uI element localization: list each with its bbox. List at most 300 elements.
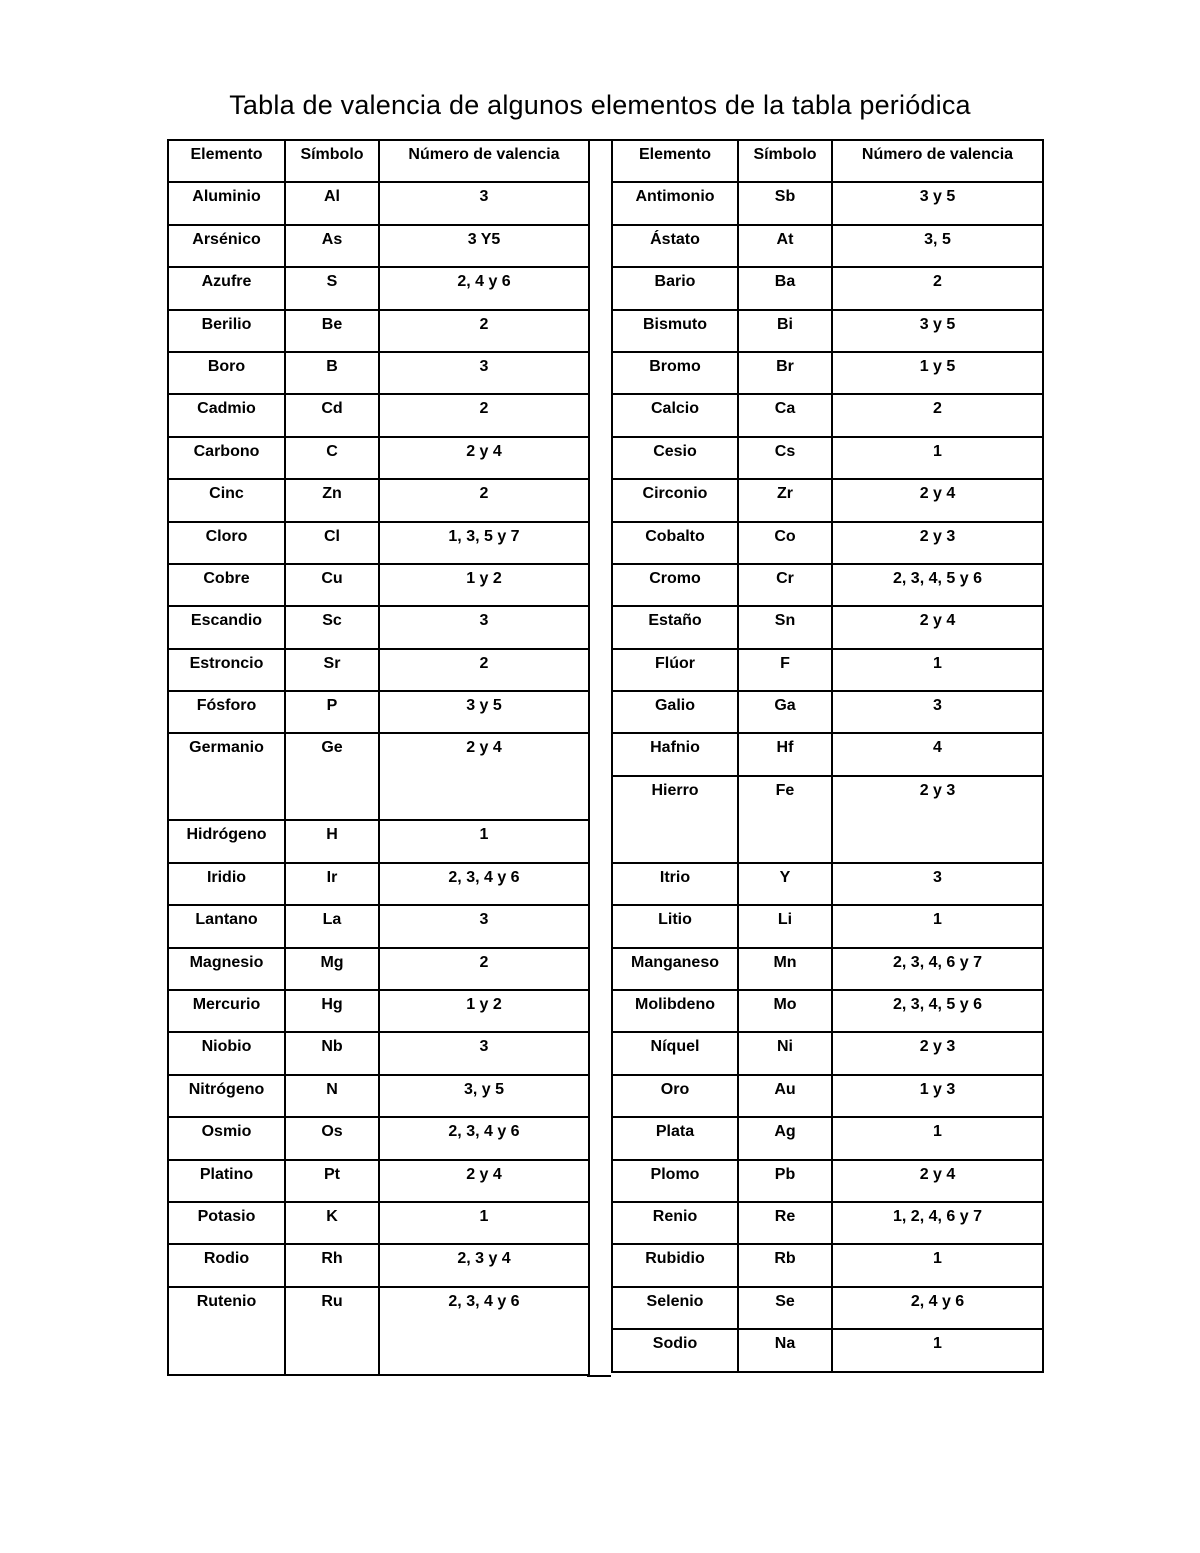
element-cell-text: Bromo [649, 357, 701, 375]
valence-cell-text: 2 y 4 [919, 485, 956, 503]
element-cell-text: Calcio [650, 400, 699, 418]
header-symbol-label: Símbolo [753, 146, 817, 163]
table-cell [285, 394, 379, 436]
table-row [612, 1329, 1043, 1371]
table-cell [832, 606, 1043, 648]
table-cell [285, 1202, 379, 1244]
table-cell [612, 394, 738, 436]
table-cell [612, 564, 738, 606]
element-cell-text: Plata [655, 1123, 695, 1141]
element-cell-text: Cobalto [645, 527, 705, 545]
table-cell [738, 267, 832, 309]
header-row [168, 140, 589, 182]
table-cell [612, 267, 738, 309]
symbol-cell-text: Bi [777, 315, 793, 333]
table-cell [168, 1032, 285, 1074]
symbol-cell-text: La [322, 911, 342, 929]
table-row [612, 905, 1043, 947]
element-cell-text: Lantano [195, 911, 258, 929]
symbol-cell-text: C [326, 442, 338, 460]
table-cell [612, 776, 738, 863]
table-cell [379, 564, 589, 606]
symbol-cell-text: Sn [774, 612, 796, 630]
symbol-cell-text: B [326, 357, 338, 375]
table-row [168, 1244, 589, 1286]
table-row [168, 691, 589, 733]
element-cell-text: Itrio [659, 868, 691, 886]
symbol-cell-text: Rh [321, 1250, 343, 1268]
table-row [612, 1160, 1043, 1202]
header-cell [738, 140, 832, 182]
table-cell [379, 522, 589, 564]
element-cell-text: Sodio [652, 1335, 698, 1353]
table-row [612, 522, 1043, 564]
symbol-cell-text: Co [774, 527, 796, 545]
valence-cell-text: 2 y 4 [466, 739, 502, 757]
symbol-cell-text: Cl [324, 527, 340, 545]
table-cell [379, 863, 589, 905]
element-cell-text: Cromo [649, 569, 701, 587]
table-cell [832, 394, 1043, 436]
table-cell [738, 225, 832, 267]
symbol-cell-text: Mo [773, 996, 797, 1014]
table-cell [285, 1160, 379, 1202]
table-cell [285, 522, 379, 564]
table-row [168, 820, 589, 862]
element-cell-text: Estroncio [189, 654, 264, 672]
symbol-cell-text: Na [774, 1335, 796, 1353]
table-cell [832, 352, 1043, 394]
table-cell [612, 1160, 738, 1202]
valence-cell-text: 2, 3, 4 y 6 [448, 1292, 520, 1310]
element-cell-text: Bismuto [643, 315, 707, 333]
valence-cell-text: 3 y 5 [919, 188, 956, 206]
table-cell [168, 1244, 285, 1286]
table-row [612, 863, 1043, 905]
table-cell [738, 1032, 832, 1074]
valence-cell-text: 2 [479, 654, 489, 672]
valence-cell-text: 1 y 3 [919, 1080, 956, 1098]
table-row [168, 1160, 589, 1202]
symbol-cell-text: Ag [774, 1123, 796, 1141]
element-cell-text: Hidrógeno [186, 826, 267, 844]
table-cell [379, 1075, 589, 1117]
table-cell [738, 1329, 832, 1371]
valence-cell-text: 3 [479, 911, 489, 929]
table-cell [612, 948, 738, 990]
valence-table-left [167, 139, 590, 1376]
table-cell [612, 691, 738, 733]
element-cell-text: Platino [199, 1165, 254, 1183]
element-cell-text: Selenio [646, 1292, 704, 1310]
table-cell [832, 1244, 1043, 1286]
table-cell [168, 352, 285, 394]
table-row [168, 948, 589, 990]
valence-cell-text: 1, 2, 4, 6 y 7 [893, 1207, 982, 1225]
table-cell [168, 733, 285, 820]
table-row [168, 863, 589, 905]
table-cell [285, 691, 379, 733]
table-cell [168, 182, 285, 224]
symbol-cell-text: Se [775, 1292, 795, 1310]
table-cell [738, 1075, 832, 1117]
symbol-cell-text: S [326, 273, 338, 291]
table-cell [379, 394, 589, 436]
table-row [612, 990, 1043, 1032]
table-cell [612, 522, 738, 564]
valence-cell-text: 2, 3, 4 y 6 [448, 868, 520, 886]
valence-cell-text: 1 [479, 826, 489, 844]
element-cell-text: Nitrógeno [188, 1080, 265, 1098]
symbol-cell-text: Sr [323, 654, 341, 672]
table-cell [285, 267, 379, 309]
table-cell [168, 990, 285, 1032]
valence-cell-text: 3 [933, 868, 942, 886]
table-cell [832, 564, 1043, 606]
table-cell [738, 990, 832, 1032]
table-cell [832, 1287, 1043, 1329]
table-cell [832, 733, 1043, 775]
symbol-cell-text: Al [324, 188, 340, 206]
symbol-cell-text: Au [774, 1080, 796, 1098]
valence-cell-text: 3 Y5 [467, 230, 501, 248]
table-cell [738, 479, 832, 521]
table-cell [738, 1287, 832, 1329]
table-cell [738, 1160, 832, 1202]
valence-cell-text: 2 [479, 953, 489, 971]
symbol-cell-text: Ru [321, 1292, 343, 1310]
table-cell [612, 990, 738, 1032]
table-row [168, 522, 589, 564]
table-gap [587, 139, 611, 1377]
table-cell [612, 1032, 738, 1074]
valence-cell-text: 3 [479, 188, 489, 206]
header-cell [832, 140, 1043, 182]
table-cell [738, 905, 832, 947]
table-cell [612, 1287, 738, 1329]
table-cell [738, 437, 832, 479]
table-cell [738, 863, 832, 905]
table-cell [285, 352, 379, 394]
valence-cell-text: 1 [479, 1207, 489, 1225]
table-cell [612, 1244, 738, 1286]
symbol-cell-text: Sb [774, 188, 796, 206]
table-cell [379, 1244, 589, 1286]
symbol-cell-text: Hf [776, 739, 794, 757]
table-cell [168, 905, 285, 947]
valence-cell-text: 3 y 5 [466, 697, 502, 715]
symbol-cell-text: Ga [774, 697, 796, 715]
valence-cell-text: 3 [479, 357, 489, 375]
symbol-cell-text: Os [321, 1123, 343, 1141]
element-cell-text: Iridio [206, 868, 247, 886]
symbol-cell-text: Rb [774, 1250, 796, 1268]
symbol-cell-text: H [326, 826, 338, 844]
table-cell [612, 1329, 738, 1371]
table-cell [738, 1202, 832, 1244]
table-cell [379, 691, 589, 733]
symbol-cell-text: Cd [321, 400, 343, 418]
table-cell [168, 606, 285, 648]
table-cell [285, 990, 379, 1032]
valence-cell-text: 2, 3, 4, 5 y 6 [893, 569, 982, 587]
table-cell [612, 437, 738, 479]
table-row [168, 733, 589, 820]
table-cell [285, 1032, 379, 1074]
element-cell-text: Osmio [201, 1123, 252, 1141]
table-cell [168, 1075, 285, 1117]
element-cell-text: Renio [652, 1207, 698, 1225]
table-cell [832, 649, 1043, 691]
table-row [612, 182, 1043, 224]
element-cell-text: Ástato [650, 230, 700, 248]
table-cell [379, 733, 589, 820]
valence-cell-text: 1 [933, 1250, 942, 1268]
table-cell [832, 1160, 1043, 1202]
table-cell [379, 479, 589, 521]
table-cell [379, 990, 589, 1032]
table-cell [832, 905, 1043, 947]
table-cell [168, 522, 285, 564]
symbol-cell-text: Re [774, 1207, 796, 1225]
symbol-cell-text: Cr [776, 569, 794, 587]
valence-table-right [611, 139, 1044, 1373]
symbol-cell-text: K [326, 1207, 338, 1225]
element-cell-text: Cobre [203, 569, 250, 587]
element-cell-text: Manganeso [630, 953, 719, 971]
table-row [612, 225, 1043, 267]
element-cell-text: Magnesio [189, 953, 264, 971]
valence-cell-text: 2, 3, 4, 6 y 7 [893, 953, 982, 971]
table-cell [832, 990, 1043, 1032]
table-cell [285, 1244, 379, 1286]
header-cell [612, 140, 738, 182]
table-row [168, 1075, 589, 1117]
valence-cell-text: 4 [933, 739, 942, 757]
element-cell-text: Arsénico [192, 230, 261, 248]
valence-cell-text: 2 [479, 400, 489, 418]
element-cell-text: Estaño [648, 612, 702, 630]
table-cell [285, 606, 379, 648]
valence-cell-text: 2 [933, 273, 942, 291]
element-cell-text: Cadmio [197, 400, 256, 418]
table-cell [738, 564, 832, 606]
element-cell-text: Cloro [205, 527, 248, 545]
element-cell-text: Mercurio [192, 996, 261, 1014]
valence-cell-text: 2 [479, 315, 489, 333]
valence-cell-text: 2, 4 y 6 [910, 1292, 965, 1310]
valence-cell-text: 2 y 4 [919, 1165, 956, 1183]
table-cell [168, 863, 285, 905]
table-row [168, 564, 589, 606]
element-cell-text: Germanio [189, 739, 264, 757]
table-cell [285, 1287, 379, 1375]
table-cell [612, 905, 738, 947]
header-element-label: Elemento [190, 146, 263, 163]
table-cell [379, 1287, 589, 1375]
table-row [168, 267, 589, 309]
symbol-cell-text: As [321, 230, 343, 248]
table-cell [168, 310, 285, 352]
table-cell [168, 948, 285, 990]
table-cell [738, 606, 832, 648]
table-row [612, 1117, 1043, 1159]
table-row [168, 1117, 589, 1159]
valence-cell-text: 1 [933, 911, 942, 929]
table-row [612, 437, 1043, 479]
table-row [612, 267, 1043, 309]
table-cell [379, 820, 589, 862]
element-cell-text: Molibdeno [635, 996, 715, 1014]
element-cell-text: Niobio [201, 1038, 252, 1056]
header-symbol-label: Símbolo [300, 146, 364, 163]
symbol-cell-text: Be [321, 315, 343, 333]
table-cell [379, 1160, 589, 1202]
table-cell [738, 182, 832, 224]
table-cell [612, 182, 738, 224]
symbol-cell-text: Zn [322, 485, 342, 503]
valence-cell-text: 2 y 4 [919, 612, 956, 630]
symbol-cell-text: Ni [777, 1038, 793, 1056]
table-cell [168, 479, 285, 521]
element-cell-text: Bario [654, 273, 696, 291]
element-cell-text: Potasio [197, 1207, 256, 1225]
valence-cell-text: 1 [933, 442, 942, 460]
valence-cell-text: 2, 3, 4, 5 y 6 [893, 996, 982, 1014]
element-cell-text: Boro [207, 357, 246, 375]
table-cell [285, 905, 379, 947]
table-cell [832, 1032, 1043, 1074]
element-cell-text: Berilio [201, 315, 252, 333]
table-cell [832, 479, 1043, 521]
table-row [612, 564, 1043, 606]
table-cell [379, 606, 589, 648]
table-cell [379, 437, 589, 479]
table-cell [832, 225, 1043, 267]
symbol-cell-text: Br [776, 357, 794, 375]
table-cell [379, 1202, 589, 1244]
table-cell [738, 394, 832, 436]
element-cell-text: Cinc [209, 485, 244, 503]
table-cell [168, 267, 285, 309]
table-row [612, 1287, 1043, 1329]
table-cell [285, 182, 379, 224]
element-cell-text: Níquel [650, 1038, 700, 1056]
table-cell [832, 267, 1043, 309]
valence-cell-text: 1 y 2 [466, 996, 502, 1014]
element-cell-text: Escandio [190, 612, 263, 630]
table-cell [168, 225, 285, 267]
element-cell-text: Galio [654, 697, 695, 715]
valence-table-left-body [168, 140, 589, 1375]
element-cell-text: Flúor [655, 654, 695, 672]
valence-cell-text: 3, 5 [924, 230, 951, 248]
table-cell [832, 776, 1043, 863]
symbol-cell-text: Ge [321, 739, 343, 757]
header-row [612, 140, 1043, 182]
valence-cell-text: 3 [479, 1038, 489, 1056]
table-cell [738, 522, 832, 564]
table-cell [379, 225, 589, 267]
valence-cell-text: 1 y 2 [466, 569, 502, 587]
table-row [168, 182, 589, 224]
table-cell [285, 1117, 379, 1159]
table-row [612, 691, 1043, 733]
valence-cell-text: 2 y 3 [919, 781, 956, 799]
symbol-cell-text: Y [779, 868, 791, 886]
table-row [168, 1287, 589, 1375]
table-row [612, 394, 1043, 436]
valence-cell-text: 2 y 3 [919, 1038, 956, 1056]
table-cell [738, 310, 832, 352]
symbol-cell-text: F [780, 654, 790, 672]
element-cell-text: Hierro [651, 781, 699, 799]
table-row [612, 310, 1043, 352]
table-cell [612, 310, 738, 352]
table-cell [738, 649, 832, 691]
table-cell [832, 182, 1043, 224]
symbol-cell-text: Ba [774, 273, 796, 291]
table-row [612, 733, 1043, 775]
header-element-label: Elemento [638, 146, 711, 163]
table-row [168, 352, 589, 394]
table-cell [832, 1202, 1043, 1244]
valence-cell-text: 3 [933, 697, 942, 715]
table-cell [832, 948, 1043, 990]
table-cell [832, 437, 1043, 479]
page-title: Tabla de valencia de algunos elementos de la tabla periódica [229, 90, 971, 121]
symbol-cell-text: Cs [774, 442, 796, 460]
table-row [612, 1244, 1043, 1286]
element-cell-text: Litio [658, 911, 692, 929]
table-cell [612, 479, 738, 521]
table-cell [285, 437, 379, 479]
table-row [168, 479, 589, 521]
symbol-cell-text: Mg [320, 953, 344, 971]
valence-cell-text: 1 y 5 [919, 357, 956, 375]
table-row [168, 394, 589, 436]
table-row [612, 1075, 1043, 1117]
table-row [168, 905, 589, 947]
valence-cell-text: 2 [933, 400, 942, 418]
valence-cell-text: 3, y 5 [463, 1080, 505, 1098]
table-cell [285, 948, 379, 990]
table-row [168, 606, 589, 648]
symbol-cell-text: Sc [322, 612, 342, 630]
element-cell-text: Plomo [650, 1165, 700, 1183]
table-row [168, 1202, 589, 1244]
table-cell [738, 691, 832, 733]
symbol-cell-text: At [776, 230, 794, 248]
table-cell [832, 1075, 1043, 1117]
symbol-cell-text: Pb [774, 1165, 796, 1183]
table-row [612, 606, 1043, 648]
header-valence-label: Número de valencia [861, 146, 1014, 163]
table-cell [612, 1075, 738, 1117]
table-row [168, 225, 589, 267]
symbol-cell-text: Nb [321, 1038, 343, 1056]
table-cell [379, 1117, 589, 1159]
table-cell [285, 820, 379, 862]
element-cell-text: Circonio [642, 485, 708, 503]
header-valence-label: Número de valencia [408, 146, 560, 163]
table-cell [285, 225, 379, 267]
symbol-cell-text: Hg [321, 996, 343, 1014]
table-cell [832, 310, 1043, 352]
symbol-cell-text: Zr [777, 485, 793, 503]
element-cell-text: Aluminio [192, 188, 261, 206]
valence-cell-text: 2 y 4 [466, 442, 502, 460]
